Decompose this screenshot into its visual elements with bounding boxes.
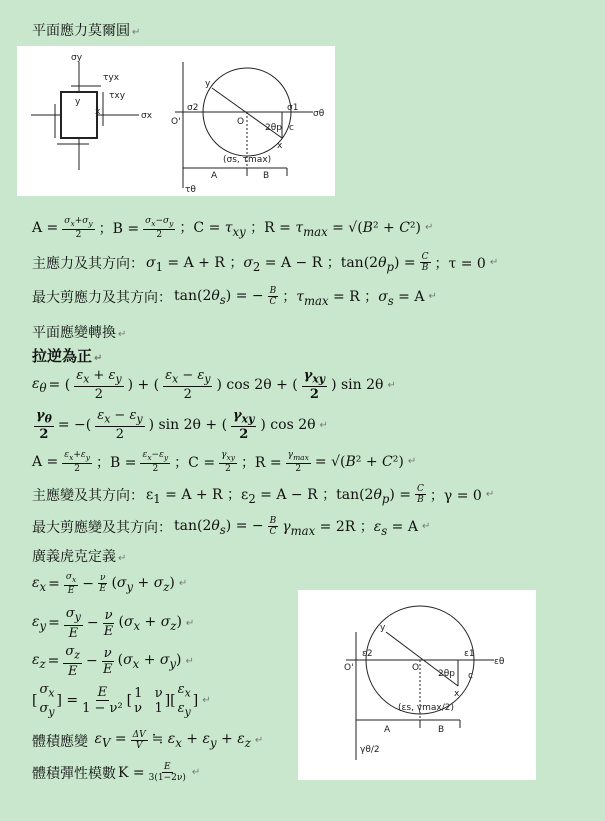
label-two-theta-p: 2θp xyxy=(265,123,282,133)
strain-section-title: 平面應變轉換 ↵ xyxy=(32,325,127,341)
label-sigma1: σ1 xyxy=(287,103,299,113)
strain-params-line: A = $\frac{\varepsilon_x+\varepsilon_y}{2}$ ；B = $\frac{\varepsilon_x-\varepsilon_y}{2}$ ；C = $\frac{\gamma_{xy}}{2}$ ；R = $\frac{\gamma_{max}}{2}$ = √(B² + C²) ↵ xyxy=(32,450,417,474)
label-b: B xyxy=(263,171,270,181)
label-b-2: B xyxy=(438,725,445,735)
label-sigma2: σ2 xyxy=(187,103,199,113)
label-c-2: c xyxy=(468,671,473,681)
max-shear-stress-line: 最大剪應力及其方向： $\tan(2\theta_s)$ = − $\frac{B}{C}$ ；$\tau_{max} = R$ ；$\sigma_s = A$ ↵ xyxy=(32,286,437,308)
stress-params-line: A = $\frac{\sigma_x+\sigma_y}{2}$ ；B = $\frac{\sigma_x-\sigma_y}{2}$ ；$C = \tau_{xy}$ ；$R = \tau_{max} = √(B^2 + C^2)$ ↵ xyxy=(32,216,434,240)
mohr-strain-figure xyxy=(298,590,536,780)
label-two-theta-p-2: 2θp xyxy=(438,669,455,679)
principal-strain-line: 主應變及其方向： $\varepsilon_1 = A + R$ ；$\varepsilon_2 = A - R$ ；$\tan(2\theta_p)$ = $\frac{C}{B}$ ；γ = 0 ↵ xyxy=(32,484,495,506)
label-c: c xyxy=(289,123,294,133)
hooke-section-title: 廣義虎克定義 ↵ xyxy=(32,549,127,565)
volume-strain-line: 體積應變 $\varepsilon_V$ = $\frac{\Delta V}{V}$ ≒ $\varepsilon_x + \varepsilon_y + \varepsilon_z$ ↵ xyxy=(32,730,264,751)
label-x: x xyxy=(95,107,101,117)
label-y-point: y xyxy=(205,79,211,89)
eps-x-line: $\varepsilon_x$ = $\frac{\sigma_x}{E}$ − $\frac{\nu}{E}$ $(\sigma_y + \sigma_z)$ ↵ xyxy=(32,572,188,596)
bulk-modulus-line: 體積彈性模數 K = $\frac{E}{3(1-2\nu)}$ ↵ xyxy=(32,762,201,783)
label-sigma-theta: σθ xyxy=(313,109,325,119)
label-a-2: A xyxy=(384,725,391,735)
label-y-point-2: y xyxy=(380,623,386,633)
label-o-prime: O' xyxy=(171,117,181,127)
mohr-strain-svg xyxy=(298,590,536,780)
eps-theta-line: $\varepsilon_\theta$ = ( $\frac{\varepsilon_x + \varepsilon_y}{2}$ ) + ( $\frac{\varepsilon_x - \varepsilon_y}{2}$ ) cos 2θ + ( $\frac{\gamma_{xy}}{2}$ ) sin 2θ ↵ xyxy=(32,367,396,403)
principal-stress-line: 主應力及其方向： $\sigma_1 = A + R$ ；$\sigma_2 = A - R$ ；$\tan(2\theta_p)$ = $\frac{C}{B}$ ；τ = 0 ↵ xyxy=(32,252,499,274)
label-eps2: ε2 xyxy=(362,649,373,659)
label-o: O xyxy=(237,117,245,127)
label-a: A xyxy=(211,171,218,181)
label-eps-theta: εθ xyxy=(494,657,505,667)
mohr-stress-figure xyxy=(17,46,335,196)
sign-rule: 拉逆為正 ↵ xyxy=(32,347,103,365)
label-tau-theta: τθ xyxy=(185,185,196,195)
gamma-theta-line: $\frac{\gamma_\theta}{2}$ = −( $\frac{\varepsilon_x - \varepsilon_y}{2}$ ) sin 2θ + ( $\frac{\gamma_{xy}}{2}$ ) cos 2θ ↵ xyxy=(36,407,328,443)
matrix-line: [ $\sigma_x$ $\sigma_y$ ] = $\frac{E}{\text{1 − ν²}}$ [ 1 ν ν 1 ][ $\varepsilon_x$ $\varepsilon_y$ ] ↵ xyxy=(32,682,211,719)
label-eps1: ε1 xyxy=(464,649,475,659)
label-x-point-2: x xyxy=(454,689,460,699)
mohr-stress-svg xyxy=(17,46,335,196)
label-o-2: O xyxy=(412,663,420,673)
label-sigma-y: σy xyxy=(71,53,83,63)
label-gamma-theta: γθ/2 xyxy=(360,745,380,755)
eps-y-line: $\varepsilon_y$ = $\frac{\sigma_y}{E}$ − $\frac{\nu}{E}$ $(\sigma_x + \sigma_z)$ ↵ xyxy=(32,606,195,641)
label-sigma-x: σx xyxy=(141,111,153,121)
label-tau-yx: τyx xyxy=(103,73,120,83)
label-point: (σs, τmax) xyxy=(223,155,272,165)
max-shear-strain-line: 最大剪應變及其方向： $\tan(2\theta_s)$ = − $\frac{B}{C}$ $\gamma_{max} = 2R$ ；$\varepsilon_s = A$ ↵ xyxy=(32,516,431,538)
label-x-point: x xyxy=(277,141,283,151)
label-o-prime-2: O' xyxy=(344,663,354,673)
eps-z-line: $\varepsilon_z$ = $\frac{\sigma_z}{E}$ − $\frac{\nu}{E}$ $(\sigma_x + \sigma_y)$ ↵ xyxy=(32,644,194,679)
stress-section-title: 平面應力莫爾圓 ↵ xyxy=(32,23,141,39)
label-tau-xy: τxy xyxy=(109,91,126,101)
label-y: y xyxy=(75,97,81,107)
label-point-2: (εs, γmax/2) xyxy=(398,703,454,713)
